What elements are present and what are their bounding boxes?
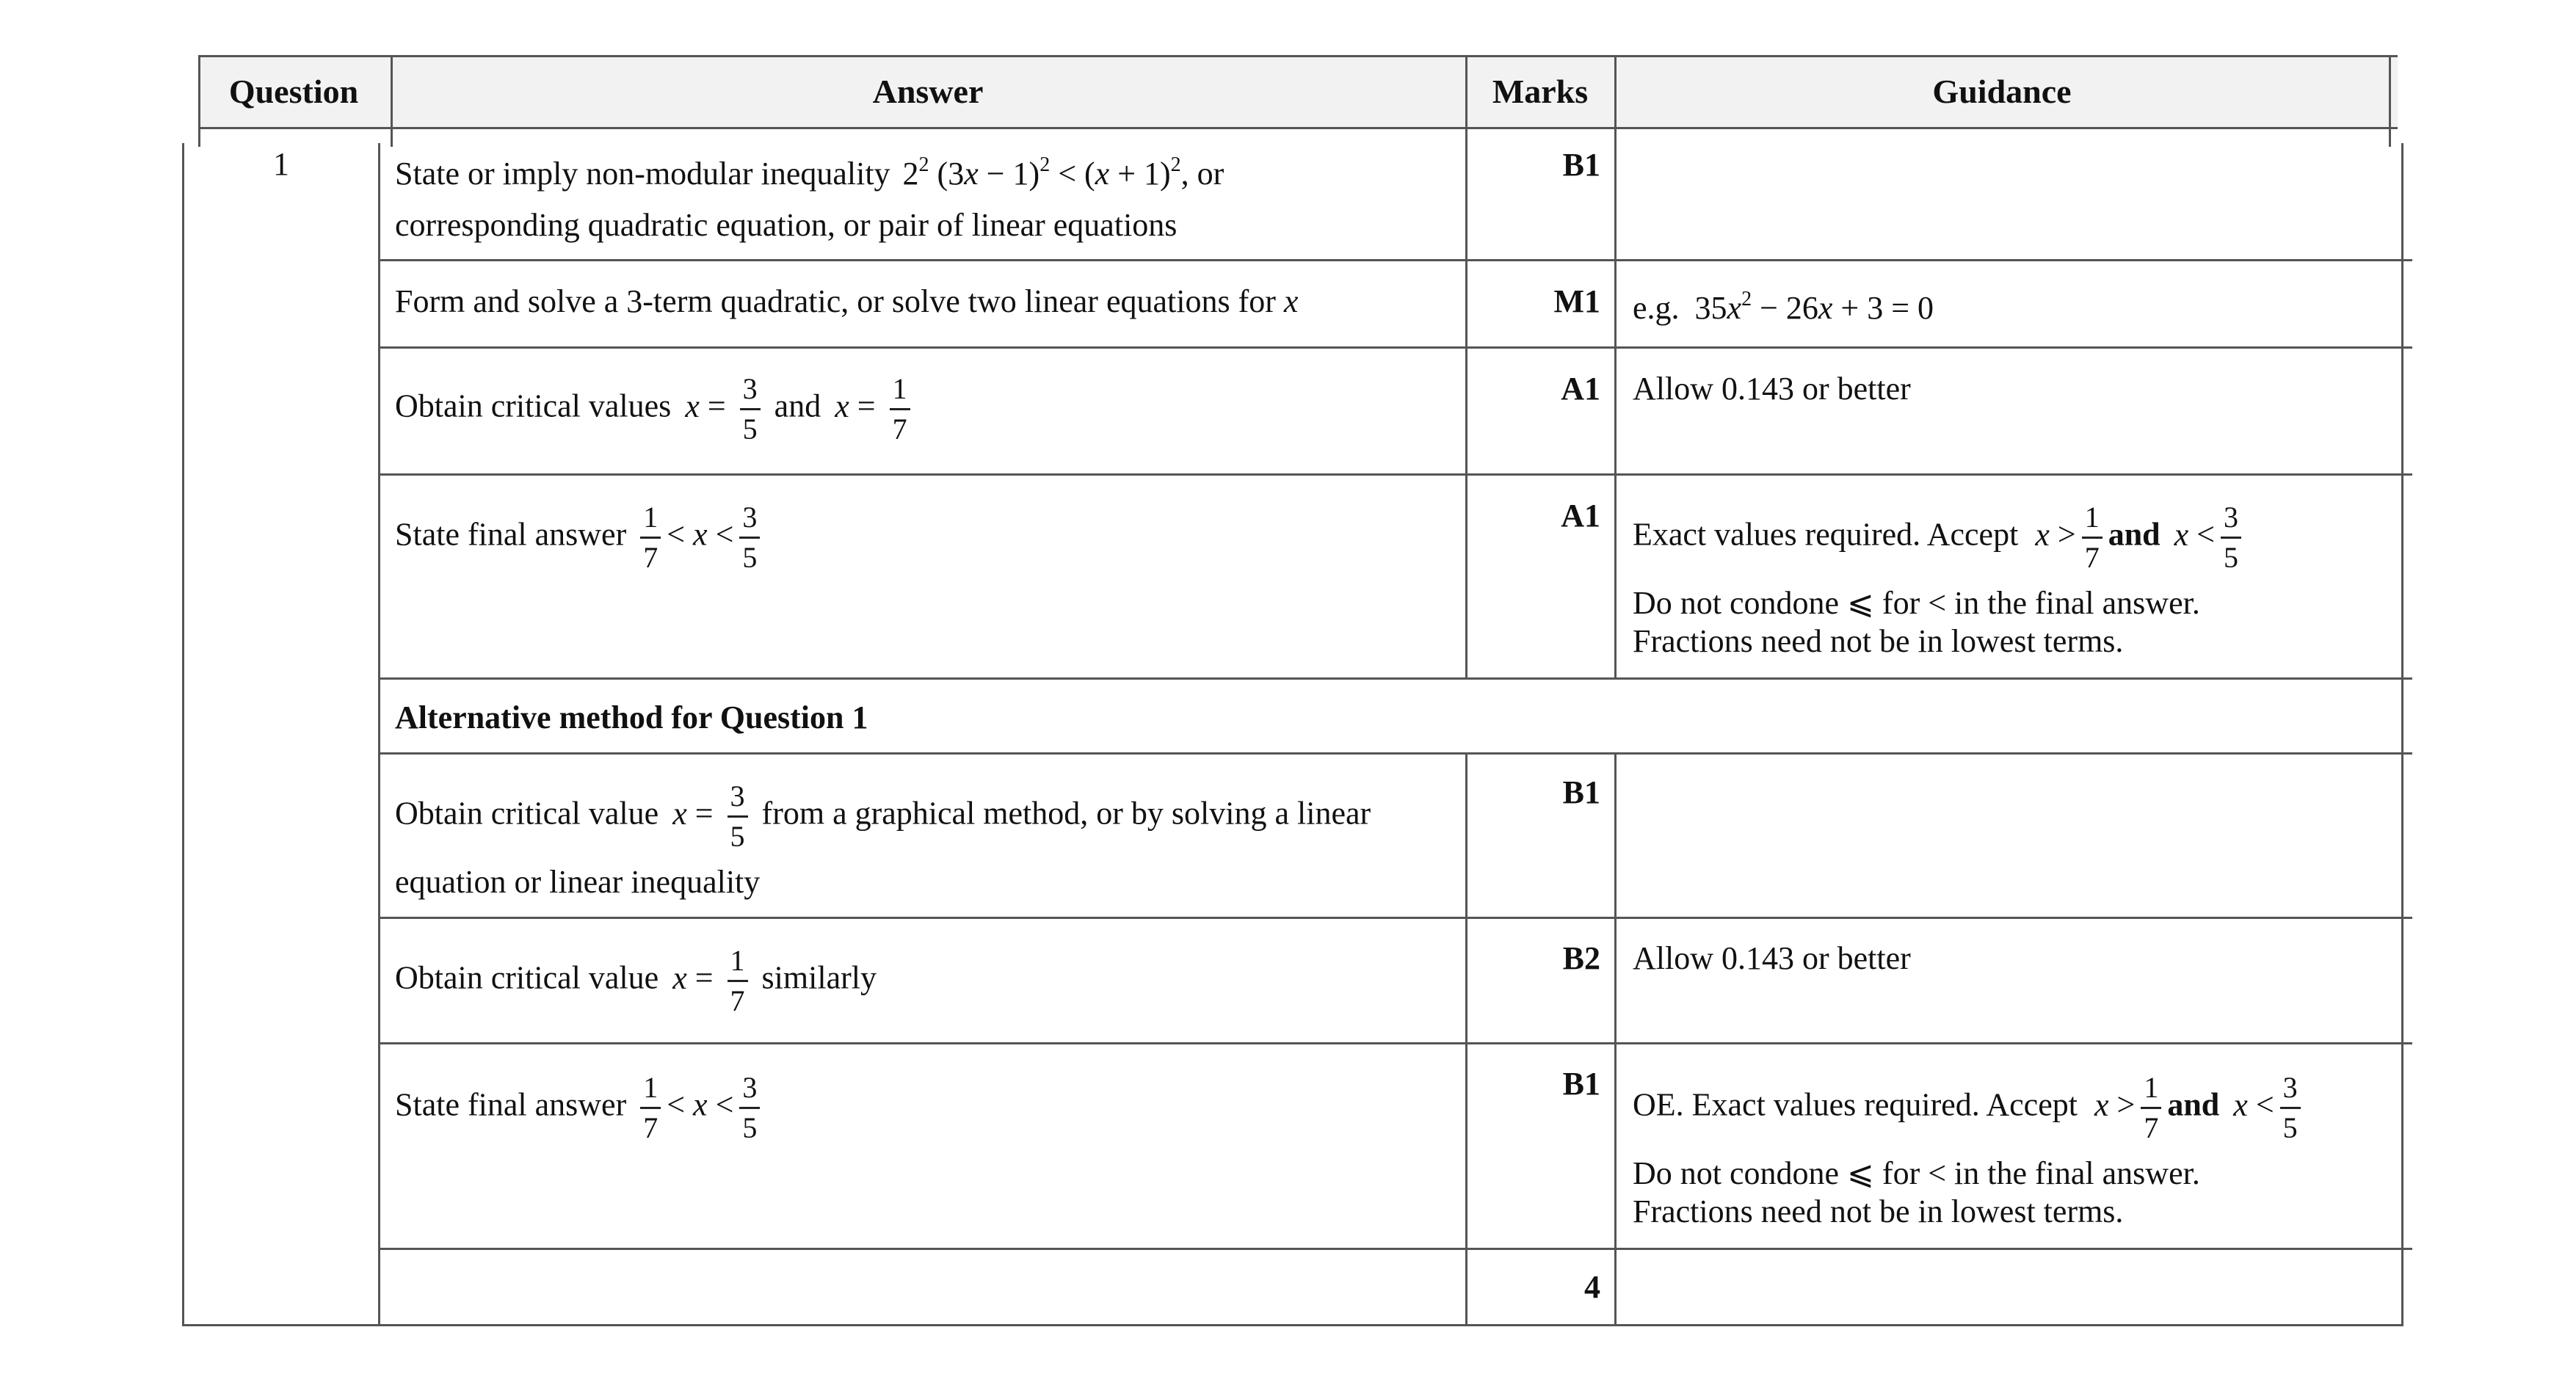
row1-answer-text: State or imply non-modular inequality (395, 156, 890, 192)
row8-fraction-1-7: $\frac{1}{7}$ (640, 1073, 661, 1143)
row7-answer: Obtain critical value x = $\frac{1}{7}$ similarly (395, 944, 877, 1017)
row8-guidance-fraction-1-7: $\frac{1}{7}$ (2141, 1073, 2161, 1143)
row4-guidance-x1: x (2035, 516, 2050, 553)
row7-answer-text-b: similarly (761, 959, 877, 996)
total-mark: 4 (1584, 1269, 1600, 1305)
row2-mark: M1 (1553, 283, 1600, 319)
row6-answer-text-b: from a graphical method, or by solving a linear (761, 795, 1371, 832)
row8-guidance-x2: x (2233, 1086, 2248, 1123)
answer-column-divider (1465, 129, 1467, 680)
row3-fraction-3-5: $\frac{3}{5}$ (740, 374, 761, 444)
row2-answer-var: x (1283, 283, 1299, 319)
row4-fraction-1-7: $\frac{1}{7}$ (640, 503, 661, 572)
header-top-border (198, 55, 2398, 57)
row4-answer-text: State final answer (395, 516, 627, 553)
row3-mark: A1 (1561, 371, 1600, 407)
row3-var-x2: x (835, 388, 849, 424)
row8-mark: B1 (1562, 1066, 1600, 1102)
row7-guidance: Allow 0.143 or better (1633, 940, 1911, 976)
row4-guidance-text: Exact values required. Accept (1633, 516, 2019, 553)
question-number: 1 (273, 146, 289, 182)
body-right-border (2401, 143, 2403, 1326)
row4-guidance-line3: Fractions need not be in lowest terms. (1633, 623, 2124, 659)
row4-guidance-x2: x (2174, 516, 2189, 553)
row-divider-2 (378, 346, 2412, 349)
row4-guidance-line1: Exact values required. Accept x > $\frac{1}{7}$ and x < $\frac{3}{5}$ (1633, 503, 2247, 572)
header-marks: Marks (1492, 73, 1589, 110)
row7-fraction-1-7: $\frac{1}{7}$ (728, 946, 748, 1016)
row-divider-5 (378, 752, 2412, 755)
row-divider-4 (378, 677, 2412, 680)
row8-guidance-x1: x (2094, 1086, 2109, 1123)
row3-answer: Obtain critical values x = $\frac{3}{5}$ and x = $\frac{1}{7}$ (395, 374, 916, 444)
row3-var-x1: x (685, 388, 700, 424)
row6-fraction-3-5: $\frac{3}{5}$ (728, 782, 748, 851)
marks-column-divider (1614, 129, 1617, 680)
header-question: Question (228, 73, 359, 110)
header-right-border (2389, 55, 2391, 147)
row2-guidance-equation: $35x^2 - 26x + 3 = 0$ (1694, 288, 1934, 326)
row1-inequality: $2^2$ $(3x - 1)^2 < (x + 1)^2$ (902, 153, 1181, 192)
row7-answer-text: Obtain critical value (395, 959, 659, 996)
row8-guidance-and: and (2167, 1086, 2220, 1123)
row-divider-1 (378, 259, 2412, 261)
alternative-method-title: Alternative method for Question 1 (395, 699, 868, 735)
row-divider-8 (378, 1248, 2412, 1250)
header-left-border (198, 55, 200, 147)
row8-guidance-fraction-3-5: $\frac{3}{5}$ (2280, 1073, 2301, 1143)
row8-answer-text: State final answer (395, 1086, 627, 1123)
row7-mark: B2 (1562, 940, 1600, 976)
row1-mark: B1 (1562, 147, 1600, 183)
header-guidance: Guidance (1932, 73, 2072, 110)
row4-guidance-and: and (2108, 516, 2160, 553)
row6-answer-text: Obtain critical value (395, 795, 659, 832)
header-divider-question (391, 55, 393, 147)
row8-answer: State final answer $\frac{1}{7}$ < x < $\frac{3}{5}$ (395, 1073, 766, 1143)
row2-guidance (1633, 288, 1934, 326)
row6-mark: B1 (1562, 774, 1600, 810)
question-column-divider (378, 143, 380, 1326)
row1-answer-suffix: , or (1180, 156, 1224, 192)
row7-var-x: x (672, 959, 687, 996)
row4-guidance-fraction-1-7: $\frac{1}{7}$ (2082, 503, 2102, 572)
row3-fraction-1-7: $\frac{1}{7}$ (890, 374, 910, 444)
row1-answer-line2: corresponding quadratic equation, or pair of linear equations (395, 207, 1178, 243)
header-divider-marks (1614, 55, 1617, 129)
row4-mark: A1 (1561, 498, 1600, 534)
row8-fraction-3-5: $\frac{3}{5}$ (739, 1073, 760, 1143)
row6-var-x: x (672, 795, 687, 832)
row4-guidance-line2: Do not condone ⩽ for < in the final answer. (1633, 585, 2200, 621)
header-divider-answer (1465, 55, 1467, 129)
answer-column-divider-lower (1465, 752, 1467, 1326)
row8-guidance-text: OE. Exact values required. Accept (1633, 1086, 2078, 1123)
body-bottom-border (182, 1324, 2403, 1326)
row8-guidance-line2: Do not condone ⩽ for < in the final answer. (1633, 1155, 2200, 1191)
row-divider-6 (378, 917, 2412, 919)
row4-answer: State final answer $\frac{1}{7}$ < x < $\frac{3}{5}$ (395, 503, 766, 572)
row-divider-7 (378, 1042, 2412, 1044)
row1-answer-line1 (395, 153, 1224, 192)
row2-guidance-prefix: e.g. (1633, 290, 1680, 326)
row2-answer-text: Form and solve a 3-term quadratic, or solve two linear equations for (395, 283, 1276, 319)
header-bottom-border (198, 127, 2398, 129)
row3-guidance: Allow 0.143 or better (1633, 371, 1911, 407)
row-divider-3 (378, 473, 2412, 476)
marks-column-divider-lower (1614, 752, 1617, 1326)
row4-fraction-3-5: $\frac{3}{5}$ (739, 503, 760, 572)
row4-guidance-fraction-3-5: $\frac{3}{5}$ (2221, 503, 2241, 572)
row8-guidance-line1: OE. Exact values required. Accept x > $\frac{1}{7}$ and x < $\frac{3}{5}$ (1633, 1073, 2307, 1143)
row3-answer-and: and (774, 388, 821, 424)
row2-answer (395, 283, 1299, 319)
row3-answer-text: Obtain critical values (395, 388, 672, 424)
body-left-border (182, 143, 184, 1326)
row6-answer-line2: equation or linear inequality (395, 864, 761, 900)
header-answer: Answer (872, 73, 984, 110)
row8-guidance-line3: Fractions need not be in lowest terms. (1633, 1193, 2124, 1229)
row6-answer-line1: Obtain critical value x = $\frac{3}{5}$ from a graphical method, or by solving a linear (395, 779, 1371, 853)
